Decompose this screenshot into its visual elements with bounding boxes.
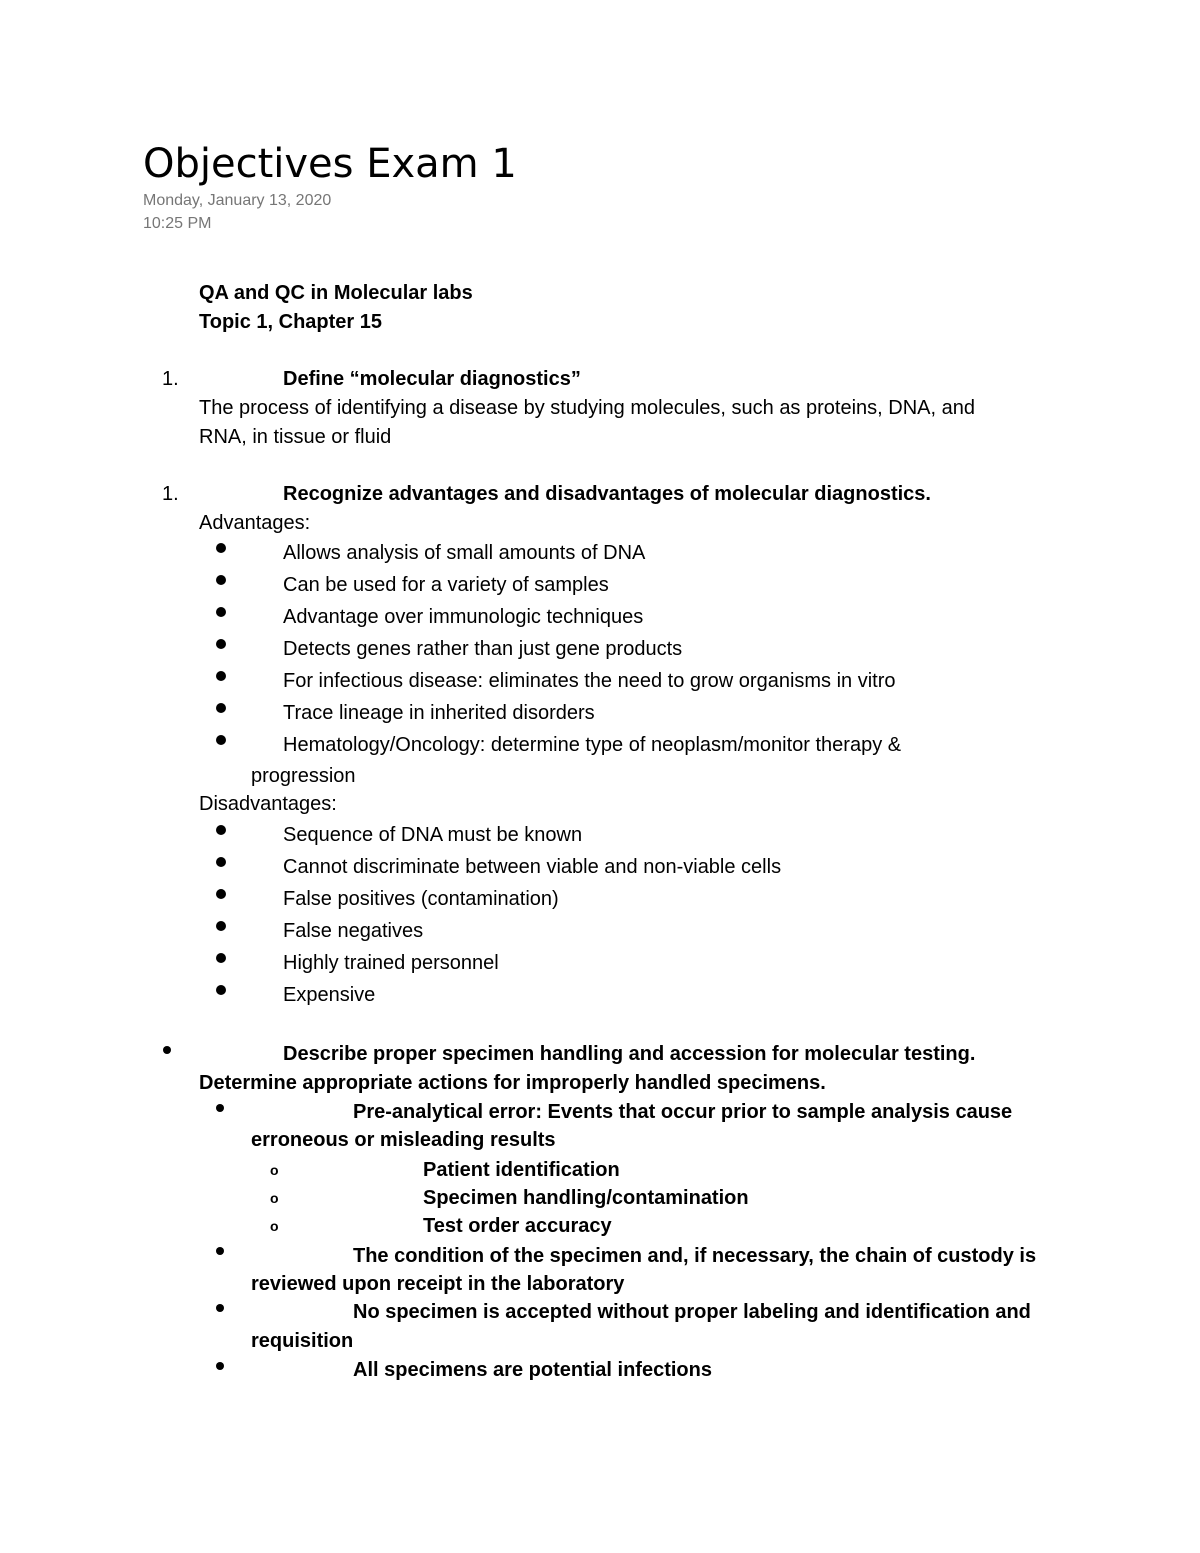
list-item: Highly trained personnel <box>283 952 499 974</box>
bullet-icon <box>216 607 226 617</box>
bullet-icon <box>216 825 226 835</box>
advantages-label: Advantages: <box>199 512 311 534</box>
bullet-icon <box>216 671 226 681</box>
bullet-icon <box>216 1247 224 1255</box>
list-item: The condition of the specimen and, if necessary, the chain of custody is <box>353 1245 1037 1267</box>
objective-text: RNA, in tissue or fluid <box>199 426 392 448</box>
bullet-icon <box>216 1304 224 1312</box>
list-item: All specimens are potential infections <box>353 1359 712 1381</box>
bullet-icon <box>216 639 226 649</box>
bullet-icon <box>216 703 226 713</box>
objective-heading: Recognize advantages and disadvantages of molecular diagnostics. <box>283 483 931 505</box>
bullet-icon <box>216 543 226 553</box>
bullet-icon <box>216 953 226 963</box>
list-number: 1. <box>162 368 179 390</box>
bullet-icon <box>216 1362 224 1370</box>
sub-bullet-marker: o <box>270 1162 279 1178</box>
bullet-icon <box>216 1104 224 1112</box>
objective-heading: Define “molecular diagnostics” <box>283 368 581 390</box>
sub-bullet-marker: o <box>270 1190 279 1206</box>
sub-list-item: Test order accuracy <box>423 1215 612 1237</box>
list-item: Trace lineage in inherited disorders <box>283 702 595 724</box>
sub-bullet-marker: o <box>270 1218 279 1234</box>
list-item: Advantage over immunologic techniques <box>283 606 644 628</box>
list-number: 1. <box>162 483 179 505</box>
bullet-icon <box>216 889 226 899</box>
list-item-continuation: reviewed upon receipt in the laboratory <box>251 1273 625 1295</box>
list-item-continuation: requisition <box>251 1330 354 1352</box>
list-item: Sequence of DNA must be known <box>283 824 583 846</box>
sub-list-item: Specimen handling/contamination <box>423 1187 749 1209</box>
list-item: No specimen is accepted without proper labeling and identification and <box>353 1301 1031 1323</box>
section-subtitle: Topic 1, Chapter 15 <box>199 311 383 333</box>
list-item: False positives (contamination) <box>283 888 559 910</box>
section-title: QA and QC in Molecular labs <box>199 282 473 304</box>
bullet-icon <box>216 921 226 931</box>
list-item: Detects genes rather than just gene products <box>283 638 683 660</box>
sub-list-item: Patient identification <box>423 1159 620 1181</box>
list-item: Cannot discriminate between viable and non-viable cells <box>283 856 782 878</box>
objective-heading: Describe proper specimen handling and accession for molecular testing. <box>283 1043 976 1065</box>
bullet-icon <box>216 575 226 585</box>
list-item-continuation: progression <box>251 765 356 787</box>
disadvantages-label: Disadvantages: <box>199 793 337 815</box>
bullet-icon <box>216 857 226 867</box>
bullet-icon <box>163 1046 171 1054</box>
list-item: For infectious disease: eliminates the need to grow organisms in vitro <box>283 670 896 692</box>
page-date: Monday, January 13, 2020 <box>143 192 332 209</box>
page-time: 10:25 PM <box>143 215 212 232</box>
list-item: False negatives <box>283 920 424 942</box>
bullet-icon <box>216 985 226 995</box>
list-item-continuation: erroneous or misleading results <box>251 1129 556 1151</box>
list-item: Allows analysis of small amounts of DNA <box>283 542 646 564</box>
objective-heading-continuation: Determine appropriate actions for improperly handled specimens. <box>199 1072 826 1094</box>
objective-text: The process of identifying a disease by studying molecules, such as proteins, DNA, and <box>199 397 975 419</box>
list-item: Can be used for a variety of samples <box>283 574 609 596</box>
list-item: Pre-analytical error: Events that occur prior to sample analysis cause <box>353 1101 1013 1123</box>
page-title: Objectives Exam 1 <box>143 141 517 187</box>
bullet-icon <box>216 735 226 745</box>
list-item: Hematology/Oncology: determine type of neoplasm/monitor therapy & <box>283 734 902 756</box>
list-item: Expensive <box>283 984 376 1006</box>
